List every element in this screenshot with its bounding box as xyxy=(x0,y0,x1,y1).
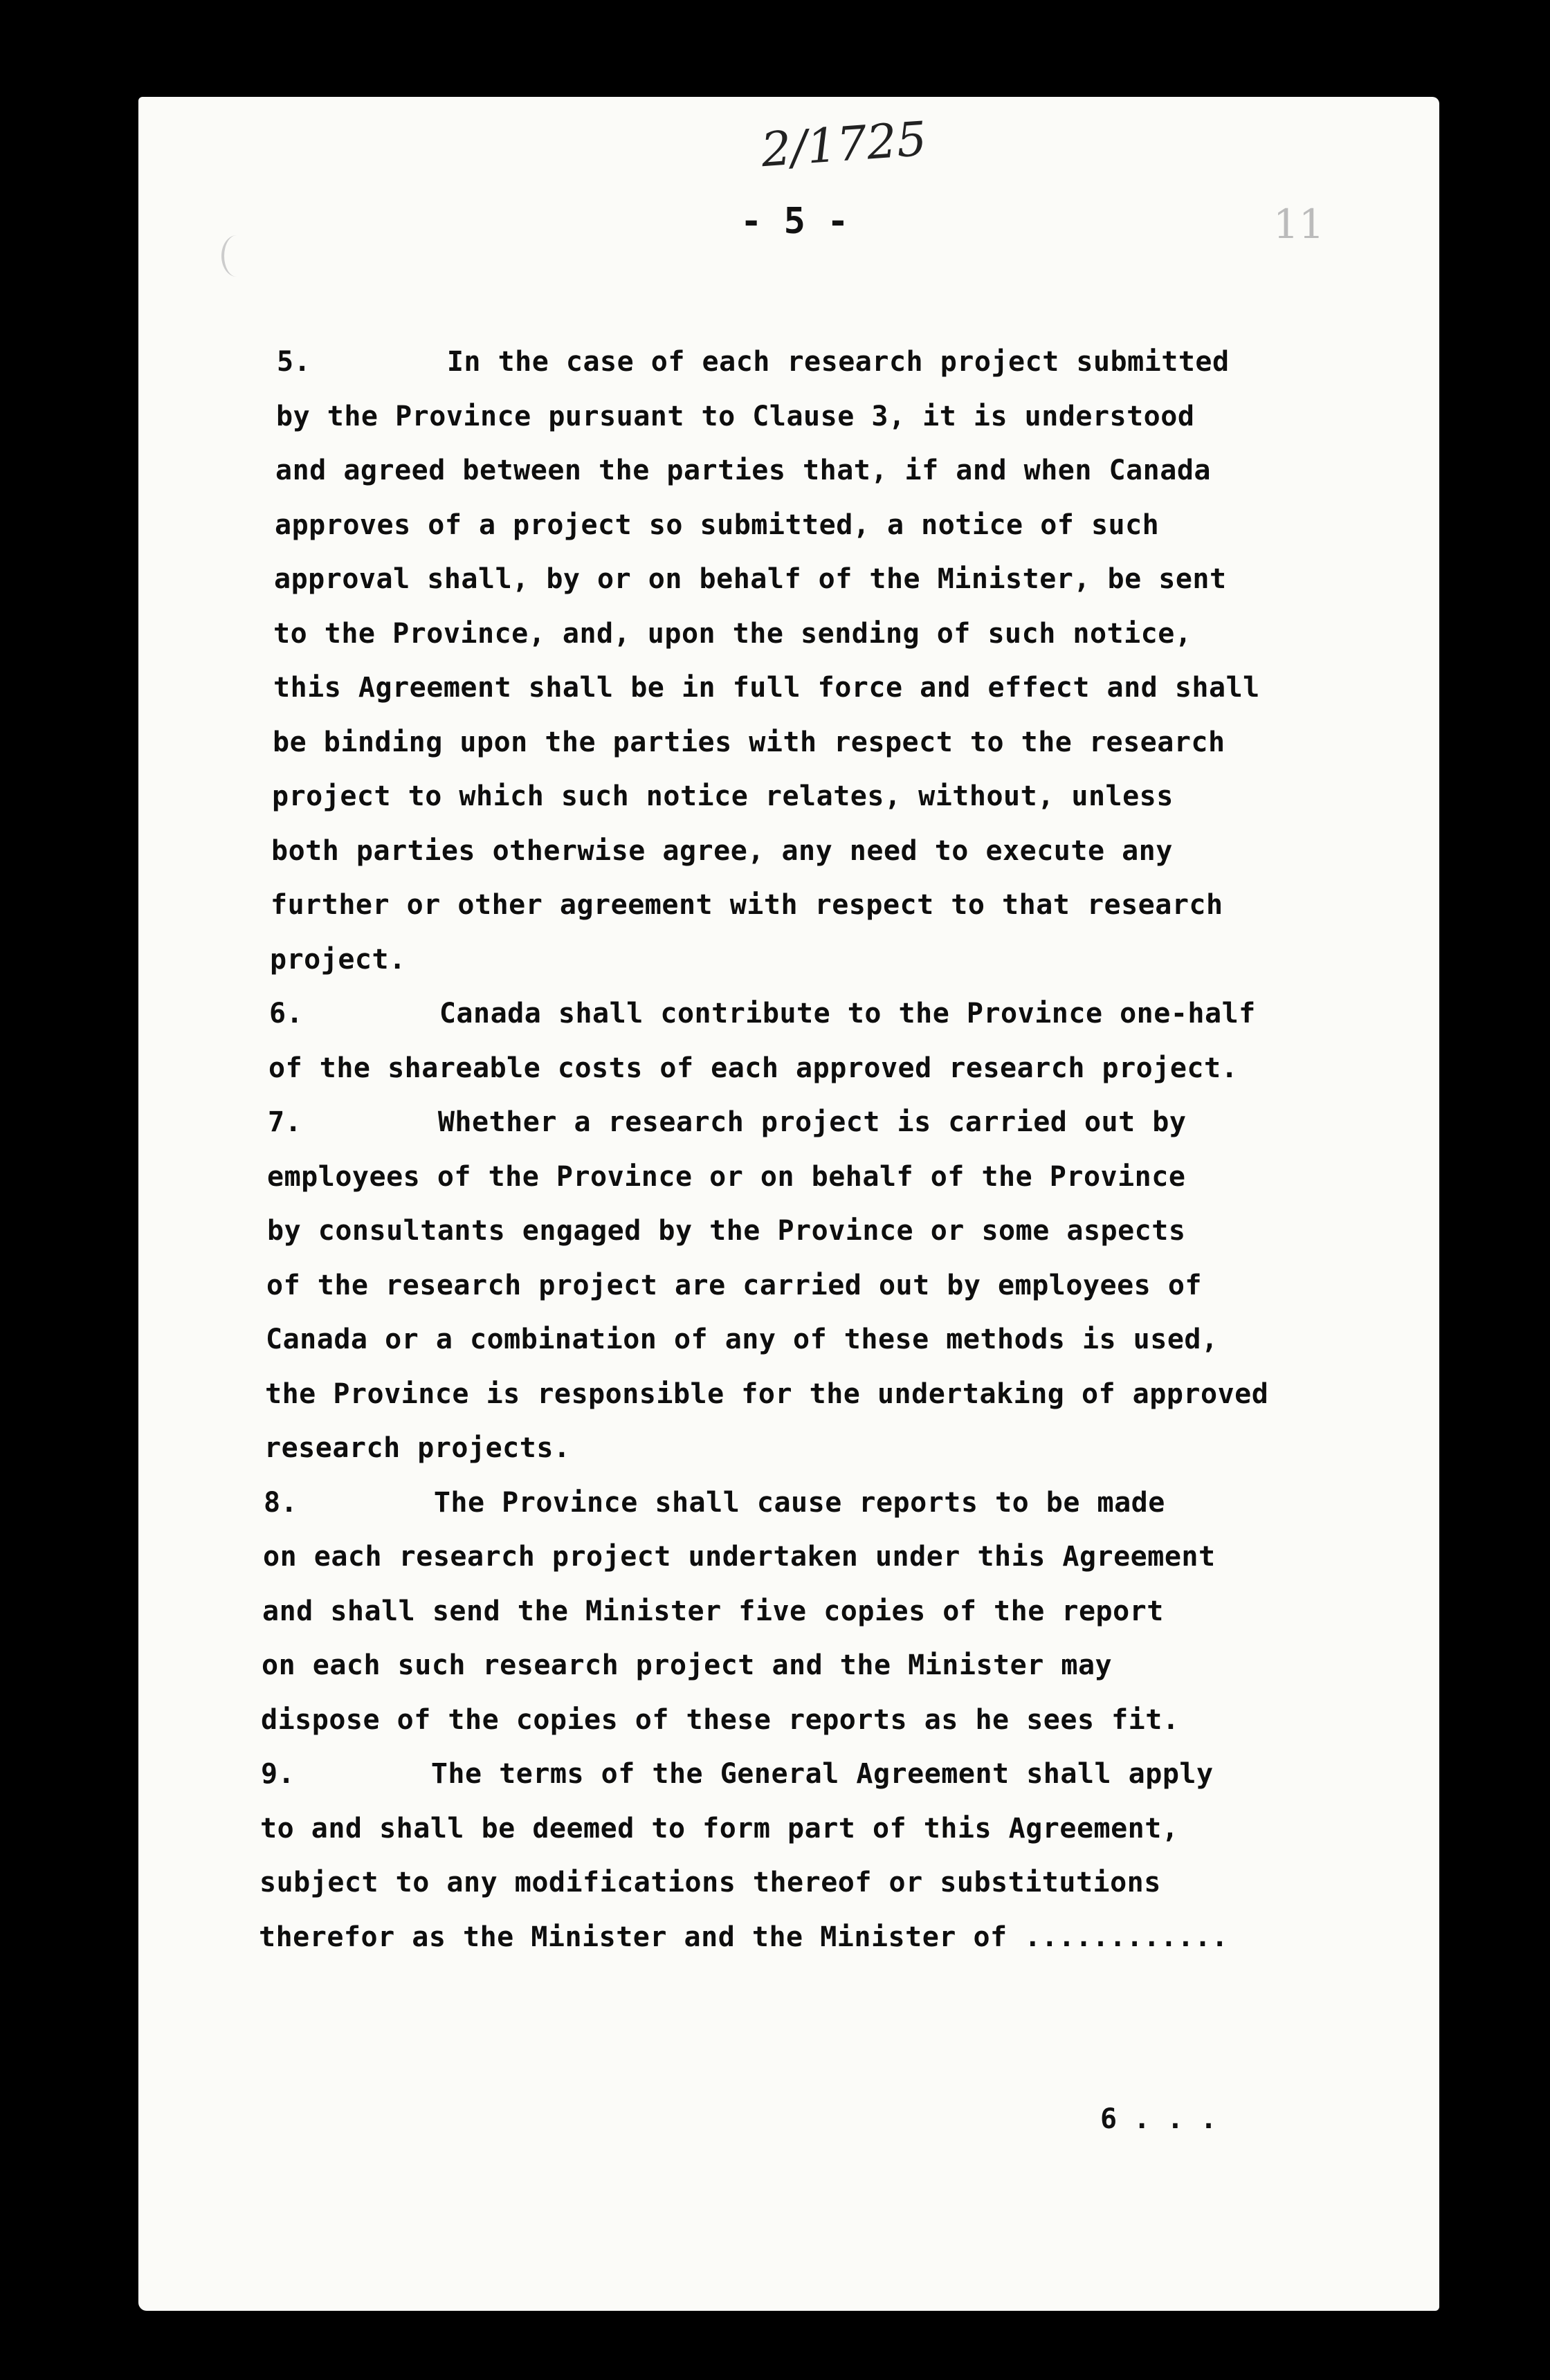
folio-number: 11 xyxy=(1273,201,1324,248)
text-line: be binding upon the parties with respect to the research xyxy=(273,726,1225,758)
text-line: 5. In the case of each research project submitted xyxy=(277,346,1230,378)
handwritten-reference: 2/1725 xyxy=(759,111,929,178)
text-line: by the Province pursuant to Clause 3, it is understood xyxy=(276,401,1195,432)
text-line: Canada or a combination of any of these methods is used, xyxy=(266,1324,1219,1355)
text-line: on each research project undertaken under this Agreement xyxy=(263,1541,1216,1573)
text-line: the Province is responsible for the undertaking of approved xyxy=(265,1378,1269,1410)
text-line: employees of the Province or on behalf of the Province xyxy=(267,1161,1186,1193)
text-line: of the research project are carried out by employees of xyxy=(266,1270,1203,1301)
text-line: 8. The Province shall cause reports to be made xyxy=(264,1487,1165,1519)
text-line: both parties otherwise agree, any need to execute any xyxy=(271,835,1173,867)
text-line: approval shall, by or on behalf of the Minister, be sent xyxy=(274,563,1227,595)
text-line: research projects. xyxy=(264,1432,571,1464)
text-line: subject to any modifications thereof or substitutions xyxy=(259,1867,1161,1898)
bracket-mark-icon xyxy=(221,235,252,277)
text-line: to and shall be deemed to form part of this Agreement, xyxy=(260,1813,1179,1844)
document-page xyxy=(138,97,1439,2311)
text-line: dispose of the copies of these reports as he sees fit. xyxy=(261,1704,1180,1736)
text-line: 6. Canada shall contribute to the Province one-half xyxy=(269,998,1256,1029)
text-line: and agreed between the parties that, if and when Canada xyxy=(275,455,1212,486)
catchword: 6 . . . xyxy=(1100,2103,1217,2135)
text-line: this Agreement shall be in full force and effect and shall xyxy=(273,672,1260,704)
text-line: on each such research project and the Minister may xyxy=(262,1649,1113,1681)
text-line: 7. Whether a research project is carried out by xyxy=(268,1106,1187,1138)
text-line: by consultants engaged by the Province or some aspects xyxy=(267,1215,1186,1247)
text-line: approves of a project so submitted, a notice of such xyxy=(275,509,1160,541)
text-line: project to which such notice relates, without, unless xyxy=(272,780,1174,812)
text-line: further or other agreement with respect to that research xyxy=(271,889,1223,921)
text-line: of the shareable costs of each approved research project. xyxy=(268,1052,1239,1084)
text-line: to the Province, and, upon the sending of such notice, xyxy=(273,618,1192,650)
text-line: project. xyxy=(270,944,406,976)
text-line: 9. The terms of the General Agreement shall apply xyxy=(261,1758,1214,1790)
text-line: and shall send the Minister five copies of the report xyxy=(262,1595,1164,1627)
page-number: - 5 - xyxy=(740,201,849,242)
text-line: therefor as the Minister and the Minister of ............ xyxy=(259,1921,1229,1953)
